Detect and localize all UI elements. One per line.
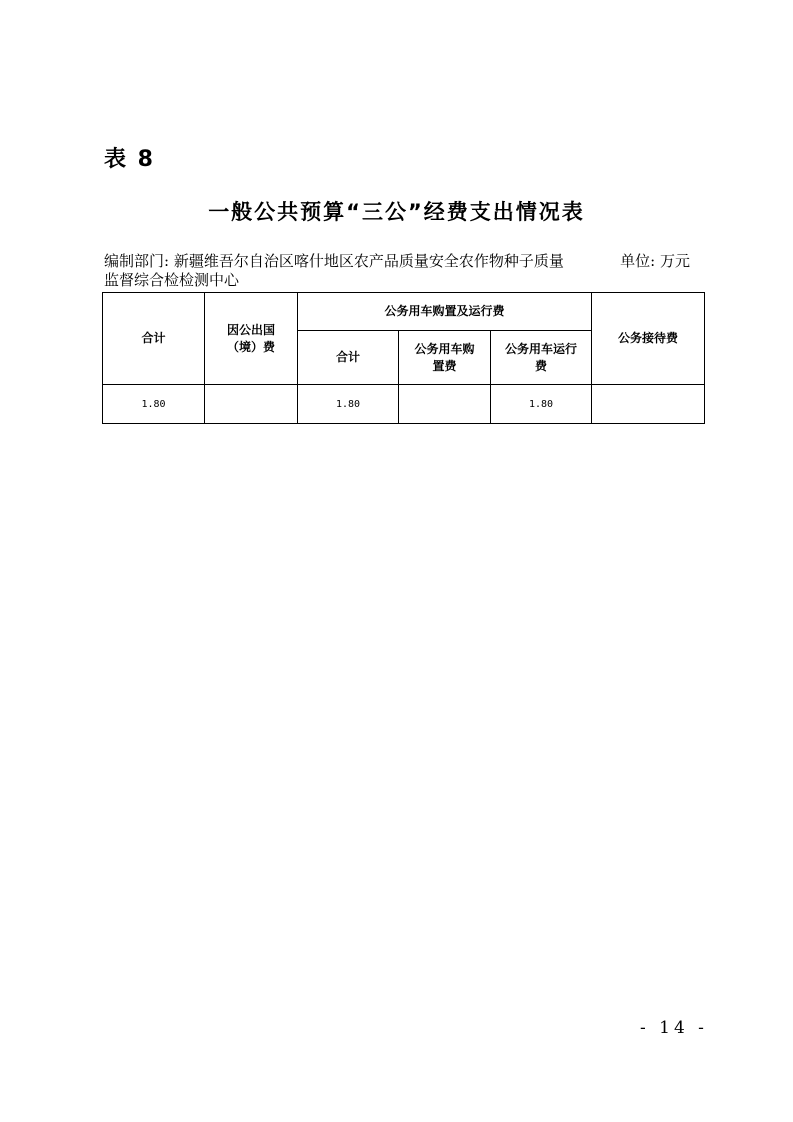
cell-vehicle-operation: 1.80 — [491, 385, 592, 424]
header-row-1 — [103, 293, 705, 331]
header-vehicle-operation-line-2: 费 — [535, 358, 548, 373]
header-vehicle-total: 合计 — [298, 331, 399, 385]
header-abroad-line-1: 因公出国 — [226, 322, 275, 337]
department-line-1: 编制部门: 新疆维吾尔自治区喀什地区农产品质量安全农作物种子质量 — [104, 252, 564, 270]
header-vehicle-purchase-line-2: 置费 — [432, 358, 457, 373]
cell-reception — [592, 385, 705, 424]
page-number: - 14 - — [640, 1018, 708, 1038]
cell-vehicle-total: 1.80 — [298, 385, 399, 424]
table-row — [103, 385, 705, 424]
header-vehicle-operation-line-1: 公务用车运行 — [505, 341, 578, 356]
page-title: 一般公共预算“三公”经费支出情况表 — [208, 200, 585, 224]
department-label — [104, 252, 604, 290]
cell-vehicle-purchase — [399, 385, 491, 424]
meta-block — [104, 252, 704, 290]
table-label: 表 8 — [104, 147, 155, 172]
header-vehicle-purchase — [399, 331, 491, 385]
header-abroad — [205, 293, 298, 385]
header-vehicle-purchase-line-1: 公务用车购 — [414, 341, 475, 356]
unit-label: 单位: 万元 — [620, 252, 690, 270]
header-vehicle-group: 公务用车购置及运行费 — [298, 293, 592, 331]
header-reception: 公务接待费 — [592, 293, 705, 385]
department-line-2: 监督综合检检测中心 — [104, 271, 240, 289]
cell-total: 1.80 — [103, 385, 205, 424]
header-total: 合计 — [103, 293, 205, 385]
budget-table — [102, 292, 705, 424]
cell-abroad — [205, 385, 298, 424]
header-vehicle-operation — [491, 331, 592, 385]
header-abroad-line-2: （境）费 — [226, 339, 275, 354]
